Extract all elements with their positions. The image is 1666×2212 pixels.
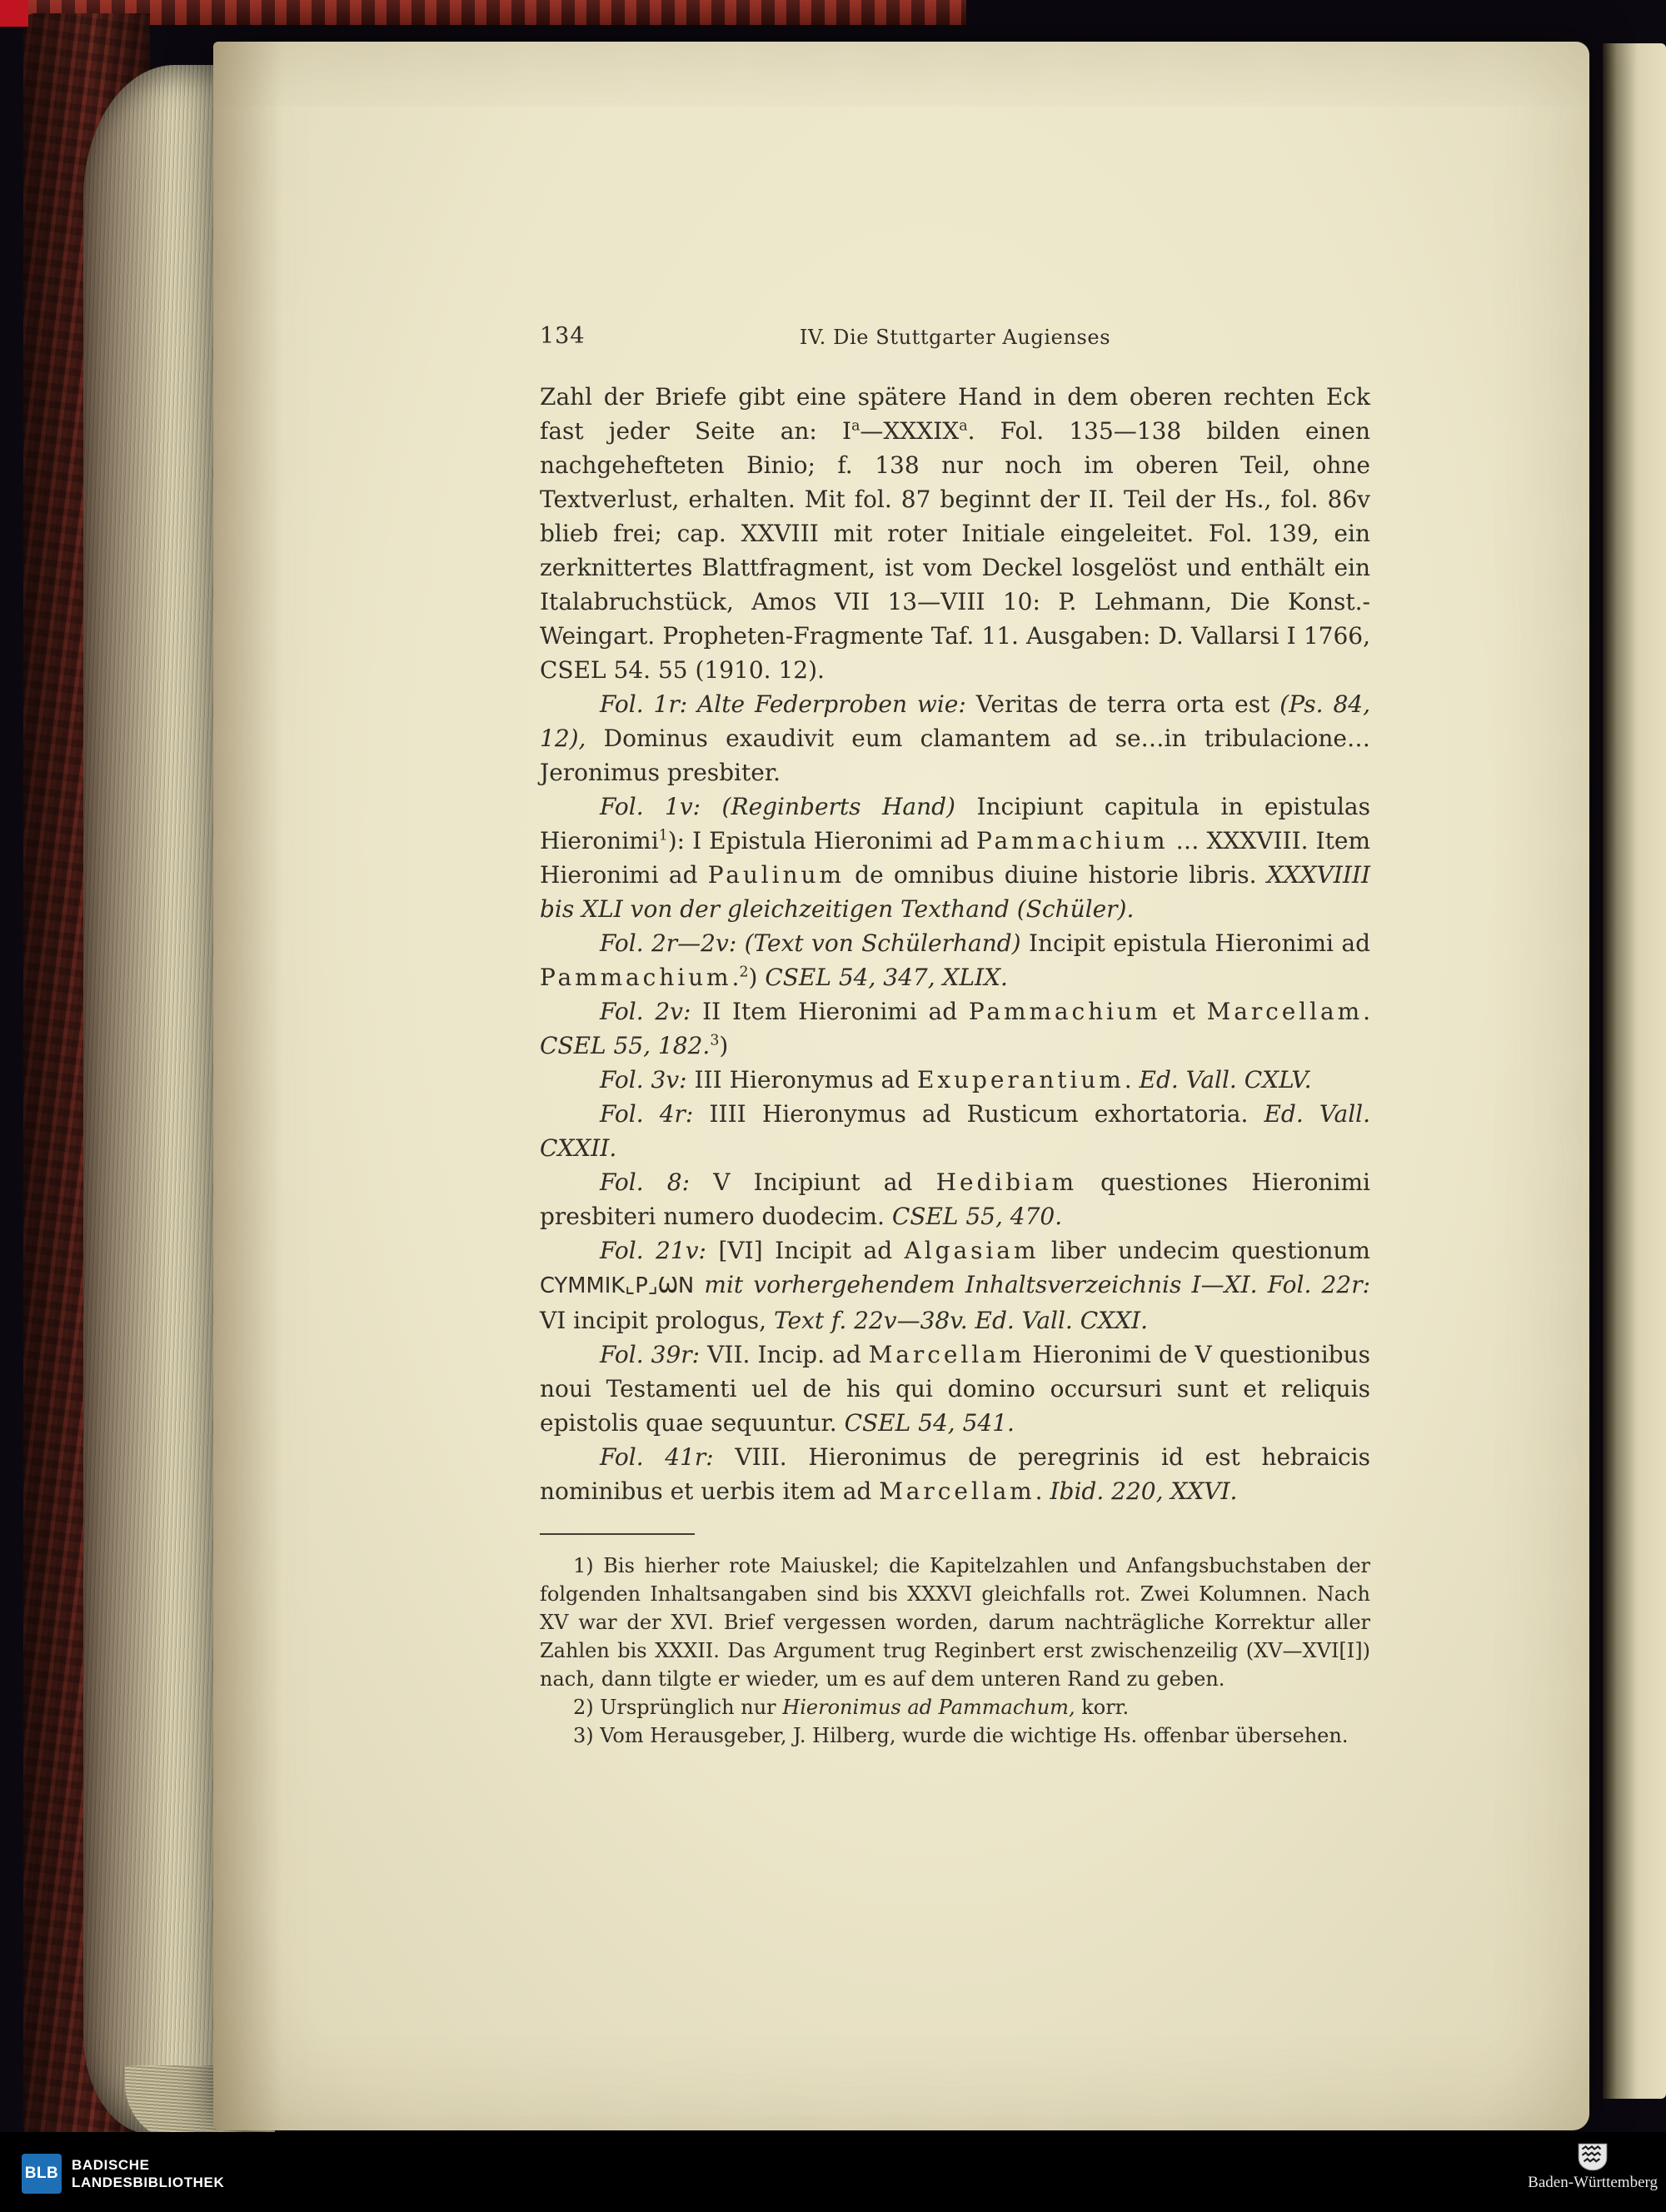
paragraph: Fol. 4r: IIII Hieronymus ad Rusticum exhortatoria. Ed. Vall. CXXII.	[540, 1100, 1370, 1162]
bw-crest-icon	[1575, 2142, 1610, 2172]
blb-logo	[22, 2154, 224, 2194]
baden-wuerttemberg-mark	[1528, 2142, 1658, 2192]
footnote-separator	[540, 1533, 695, 1535]
footnote: 2) Ursprünglich nur Hieronimus ad Pammachum, korr.	[573, 1696, 1130, 1719]
paragraph: Fol. 21v: [VI] Incipit ad Algasiam liber undecim questionum CYMMIK⌞P⌟ѠN mit vorhergehendem Inhaltsverzeichnis I—XI. Fol. 22r: VI incipit prologus, Text f. 22v—38v. Ed. Vall. CXXI.	[540, 1237, 1371, 1334]
paragraph: Fol. 2v: II Item Hieronimi ad Pammachium et Marcellam. CSEL 55, 182.$^3$)	[540, 998, 1370, 1059]
paragraph: Fol. 41r: VIII. Hieronimus de peregrinis id est hebraicis nominibus et uerbis item ad Marcellam. Ibid. 220, XXVI.	[540, 1443, 1370, 1505]
library-name-line1: BADISCHE	[72, 2157, 150, 2173]
body-text	[540, 380, 1370, 1508]
paragraph: Fol. 3v: III Hieronymus ad Exuperantium. Ed. Vall. CXLV.	[600, 1066, 1312, 1094]
red-corner-mark	[0, 0, 28, 27]
page-number: 134	[540, 323, 586, 349]
paragraph: Zahl der Briefe gibt eine spätere Hand in dem oberen rechten Eck fast jeder Seite an: $I^a—XXXIX^a$. Fol. 135—138 bilden einen nachgehefteten Binio; f. 138 nur noch im oberen Teil, ohne Textverlust, erhalten. Mit fol. 87 beginnt der II. Teil der Hs., fol. 86v blieb frei; cap. XXVIII mit roter Initiale eingeleitet. Fol. 139, ein zerknittertes Blattfragment, ist vom Deckel losgelöst und enthält ein Italabruchstück, Amos VII 13—VIII 10: P. Lehmann, Die Konst.-Weingart. Propheten-Fragmente Taf. 11. Ausgaben: D. Vallarsi I 1766, CSEL 54. 55 (1910. 12).	[540, 383, 1370, 684]
book-page	[213, 42, 1589, 2130]
paragraph: Fol. 2r—2v: (Text von Schülerhand) Incipit epistula Hieronimi ad Pammachium.$^2$) CSEL 54, 347, XLIX.	[540, 929, 1370, 991]
library-name-line2: LANDESBIBLIOTHEK	[72, 2175, 225, 2190]
facing-page-edge	[1603, 43, 1666, 2099]
page-header	[540, 323, 1370, 358]
paragraph: Fol. 1r: Alte Federproben wie: Veritas de terra orta est (Ps. 84, 12), Dominus exaudivit eum clamantem ad se…in tribulacione…Jeronimus presbiter.	[540, 690, 1370, 786]
bw-region-label: Baden-Württemberg	[1528, 2174, 1658, 2191]
paragraph: Fol. 39r: VII. Incip. ad Marcellam Hieronimi de V questionibus noui Testamenti uel de his qui domino occursuri sunt et reliquis epistolis quae sequuntur. CSEL 54, 541.	[540, 1341, 1371, 1437]
running-header: IV. Die Stuttgarter Augienses	[799, 326, 1111, 349]
footnote: 3) Vom Herausgeber, J. Hilberg, wurde die wichtige Hs. offenbar übersehen.	[573, 1724, 1349, 1747]
footnotes	[540, 1552, 1370, 1750]
library-name	[72, 2156, 224, 2191]
viewer-footer-bar	[0, 2132, 1666, 2212]
footnote: 1) Bis hierher rote Maiuskel; die Kapitelzahlen und Anfangsbuchstaben der folgenden Inhaltsangaben sind bis XXXVI gleichfalls rot. Zwei Kolumnen. Nach XV war der XVI. Brief vergessen worden, darum nachträgliche Korrektur aller Zahlen bis XXXII. Das Argument trug Reginbert erst zwischenzeilig (XV—XVI[I]) nach, dann tilgte er wieder, um es auf dem unteren Rand zu geben.	[540, 1554, 1370, 1691]
paragraph: Fol. 8: V Incipiunt ad Hedibiam questiones Hieronimi presbiteri numero duodecim. CSEL 55, 470.	[540, 1168, 1370, 1230]
book-cover-top-edge	[25, 0, 966, 25]
blb-logo-badge: BLB	[22, 2154, 62, 2194]
paragraph: Fol. 1v: (Reginberts Hand) Incipiunt capitula in epistulas Hieronimi$^1$): I Epistula Hieronimi ad Pammachium … XXXVIII. Item Hieronimi ad Paulinum de omnibus diuine historie libris. XXXVIIII bis XLI von der gleichzeitigen Texthand (Schüler).	[540, 793, 1370, 923]
